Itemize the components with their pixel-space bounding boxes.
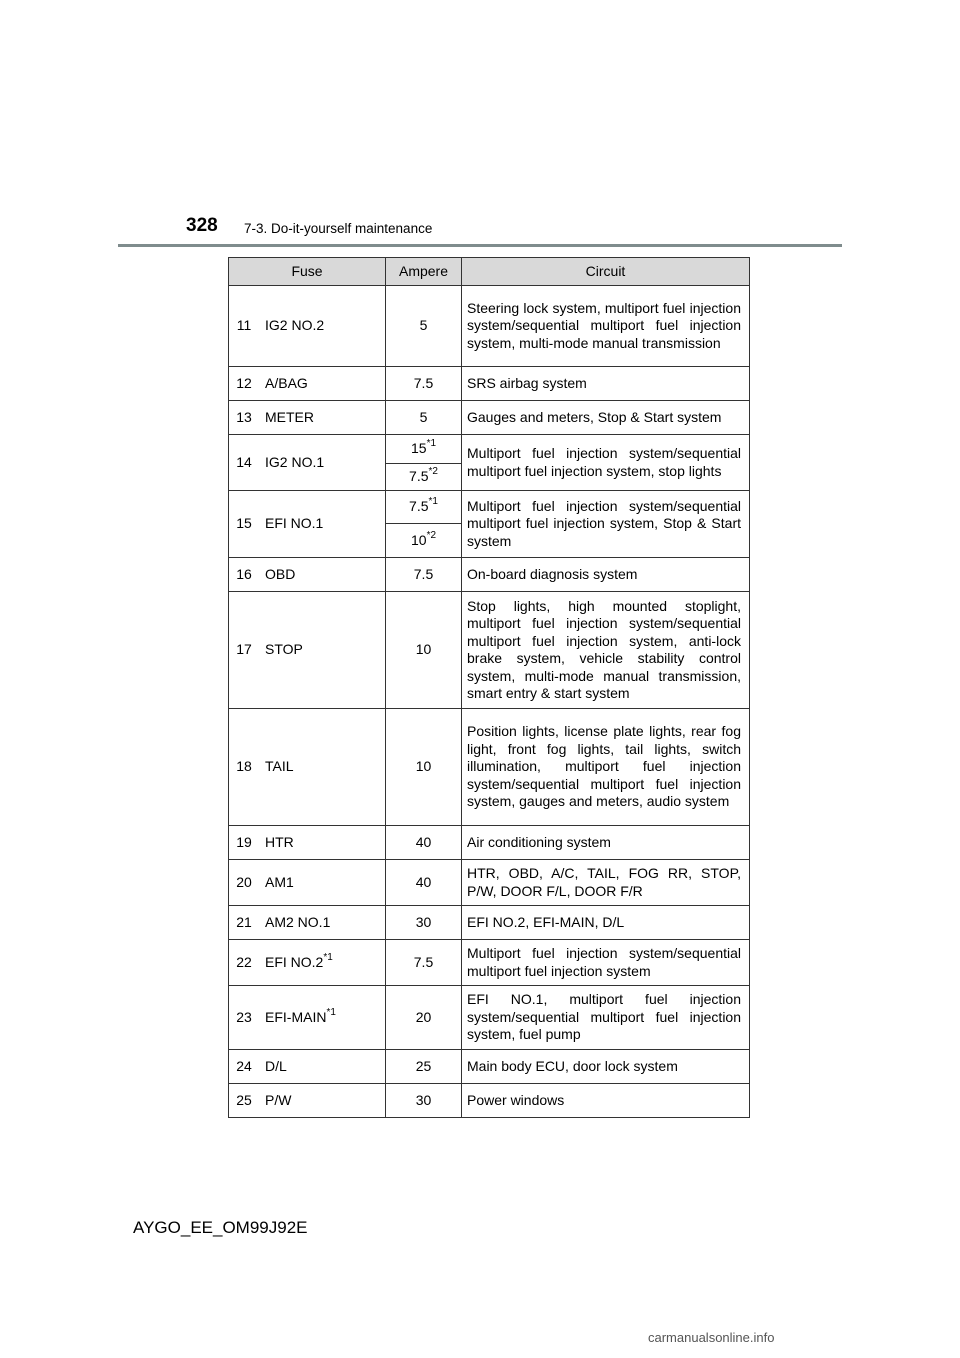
fuse-number: 14 xyxy=(229,435,260,491)
fuse-name xyxy=(259,986,386,1050)
fuse-name: TAIL xyxy=(259,709,386,826)
table-row xyxy=(229,367,750,401)
fuse-ampere: 7.5 xyxy=(386,558,462,592)
ampere-value: 15 xyxy=(410,440,427,457)
fuse-ampere: 25 xyxy=(386,1050,462,1084)
fuse-name: IG2 NO.2 xyxy=(259,286,386,367)
fuse-ampere: 10 xyxy=(386,592,462,709)
table-row xyxy=(229,435,750,464)
footnote-marker: *2 xyxy=(428,466,438,478)
fuse-number: 19 xyxy=(229,826,260,860)
fuse-number: 20 xyxy=(229,860,260,906)
fuse-name: EFI NO.1 xyxy=(259,491,386,558)
fuse-name: A/BAG xyxy=(259,367,386,401)
table-row xyxy=(229,401,750,435)
footnote-marker: *1 xyxy=(326,1006,336,1018)
fuse-circuit: Air conditioning system xyxy=(462,826,750,860)
fuse-number: 25 xyxy=(229,1084,260,1118)
fuse-circuit: Multiport fuel injection system/sequential multiport fuel injection system xyxy=(462,940,750,986)
table-row xyxy=(229,491,750,524)
fuse-number: 13 xyxy=(229,401,260,435)
fuse-number: 11 xyxy=(229,286,260,367)
fuse-ampere: 30 xyxy=(386,906,462,940)
fuse-number: 17 xyxy=(229,592,260,709)
table-row xyxy=(229,1084,750,1118)
fuse-number: 12 xyxy=(229,367,260,401)
fuse-circuit: Multiport fuel injection system/sequential multiport fuel injection system, Stop & Start system xyxy=(462,491,750,558)
fuse-ampere: 7.5 xyxy=(386,367,462,401)
fuse-name: HTR xyxy=(259,826,386,860)
fuse-ampere: 7.5 xyxy=(386,940,462,986)
column-header-circuit: Circuit xyxy=(462,258,750,286)
table-header-row xyxy=(229,258,750,286)
page-number: 328 xyxy=(186,215,218,236)
fuse-circuit: SRS airbag system xyxy=(462,367,750,401)
fuse-number: 23 xyxy=(229,986,260,1050)
table-row xyxy=(229,558,750,592)
table-row xyxy=(229,826,750,860)
footnote-marker: *1 xyxy=(323,951,333,963)
fuse-circuit: Stop lights, high mounted stoplight, multiport fuel injection system/sequential multiport fuel injection system, anti-lock brake system, vehicle stability control system, multi-mode manual transmission, smart entry & start system xyxy=(462,592,750,709)
section-title: 7-3. Do-it-yourself maintenance xyxy=(244,221,433,236)
fuse-number: 21 xyxy=(229,906,260,940)
fuse-name: STOP xyxy=(259,592,386,709)
fuse-circuit: EFI NO.1, multiport fuel injection system/sequential multiport fuel injection system, fuel pump xyxy=(462,986,750,1050)
fuse-circuit: Main body ECU, door lock system xyxy=(462,1050,750,1084)
fuse-circuit: EFI NO.2, EFI-MAIN, D/L xyxy=(462,906,750,940)
fuse-name xyxy=(259,940,386,986)
fuse-name: OBD xyxy=(259,558,386,592)
fuse-name-text: EFI-MAIN xyxy=(265,1008,327,1025)
header-divider xyxy=(118,244,842,247)
fuse-ampere: 40 xyxy=(386,860,462,906)
fuse-ampere: 40 xyxy=(386,826,462,860)
ampere-value: 7.5 xyxy=(409,498,429,515)
fuse-name: METER xyxy=(259,401,386,435)
fuse-circuit: Position lights, license plate lights, rear fog light, front fog lights, tail lights, switch illumination, multiport fuel injection system/sequential multiport fuel injection system, gauges and meters, audio system xyxy=(462,709,750,826)
column-header-ampere: Ampere xyxy=(386,258,462,286)
fuse-circuit: On-board diagnosis system xyxy=(462,558,750,592)
fuse-circuit: HTR, OBD, A/C, TAIL, FOG RR, STOP, P/W, DOOR F/L, DOOR F/R xyxy=(462,860,750,906)
fuse-circuit: Power windows xyxy=(462,1084,750,1118)
ampere-value: 7.5 xyxy=(409,468,429,485)
fuse-number: 15 xyxy=(229,491,260,558)
watermark: carmanualsonline.info xyxy=(648,1330,775,1345)
table-row xyxy=(229,986,750,1050)
table-row xyxy=(229,286,750,367)
fuse-number: 16 xyxy=(229,558,260,592)
fuse-name-text: EFI NO.2 xyxy=(265,953,324,970)
footnote-marker: *1 xyxy=(428,496,438,508)
fuse-ampere xyxy=(386,464,462,491)
fuse-name: IG2 NO.1 xyxy=(259,435,386,491)
footnote-marker: *2 xyxy=(426,529,437,541)
column-header-fuse: Fuse xyxy=(229,258,386,286)
fuse-number: 18 xyxy=(229,709,260,826)
fuse-circuit: Gauges and meters, Stop & Start system xyxy=(462,401,750,435)
fuse-name: AM1 xyxy=(259,860,386,906)
footnote-marker: *1 xyxy=(426,438,437,450)
document-code: AYGO_EE_OM99J92E xyxy=(133,1218,308,1237)
table-row xyxy=(229,592,750,709)
fuse-ampere xyxy=(386,524,462,558)
fuse-ampere: 5 xyxy=(386,286,462,367)
ampere-value: 10 xyxy=(410,531,427,548)
fuse-number: 22 xyxy=(229,940,260,986)
fuse-circuit: Steering lock system, multiport fuel injection system/sequential multiport fuel injection system, multi-mode manual transmission xyxy=(462,286,750,367)
fuse-ampere: 30 xyxy=(386,1084,462,1118)
fuse-circuit: Multiport fuel injection system/sequential multiport fuel injection system, stop lights xyxy=(462,435,750,491)
fuse-table xyxy=(228,257,750,1118)
fuse-ampere xyxy=(386,435,462,464)
table-row xyxy=(229,709,750,826)
table-row xyxy=(229,906,750,940)
fuse-name: AM2 NO.1 xyxy=(259,906,386,940)
fuse-name: D/L xyxy=(259,1050,386,1084)
fuse-ampere xyxy=(386,491,462,524)
table-row xyxy=(229,860,750,906)
fuse-ampere: 10 xyxy=(386,709,462,826)
fuse-ampere: 20 xyxy=(386,986,462,1050)
table-row xyxy=(229,940,750,986)
fuse-name: P/W xyxy=(259,1084,386,1118)
fuse-number: 24 xyxy=(229,1050,260,1084)
table-row xyxy=(229,1050,750,1084)
fuse-ampere: 5 xyxy=(386,401,462,435)
